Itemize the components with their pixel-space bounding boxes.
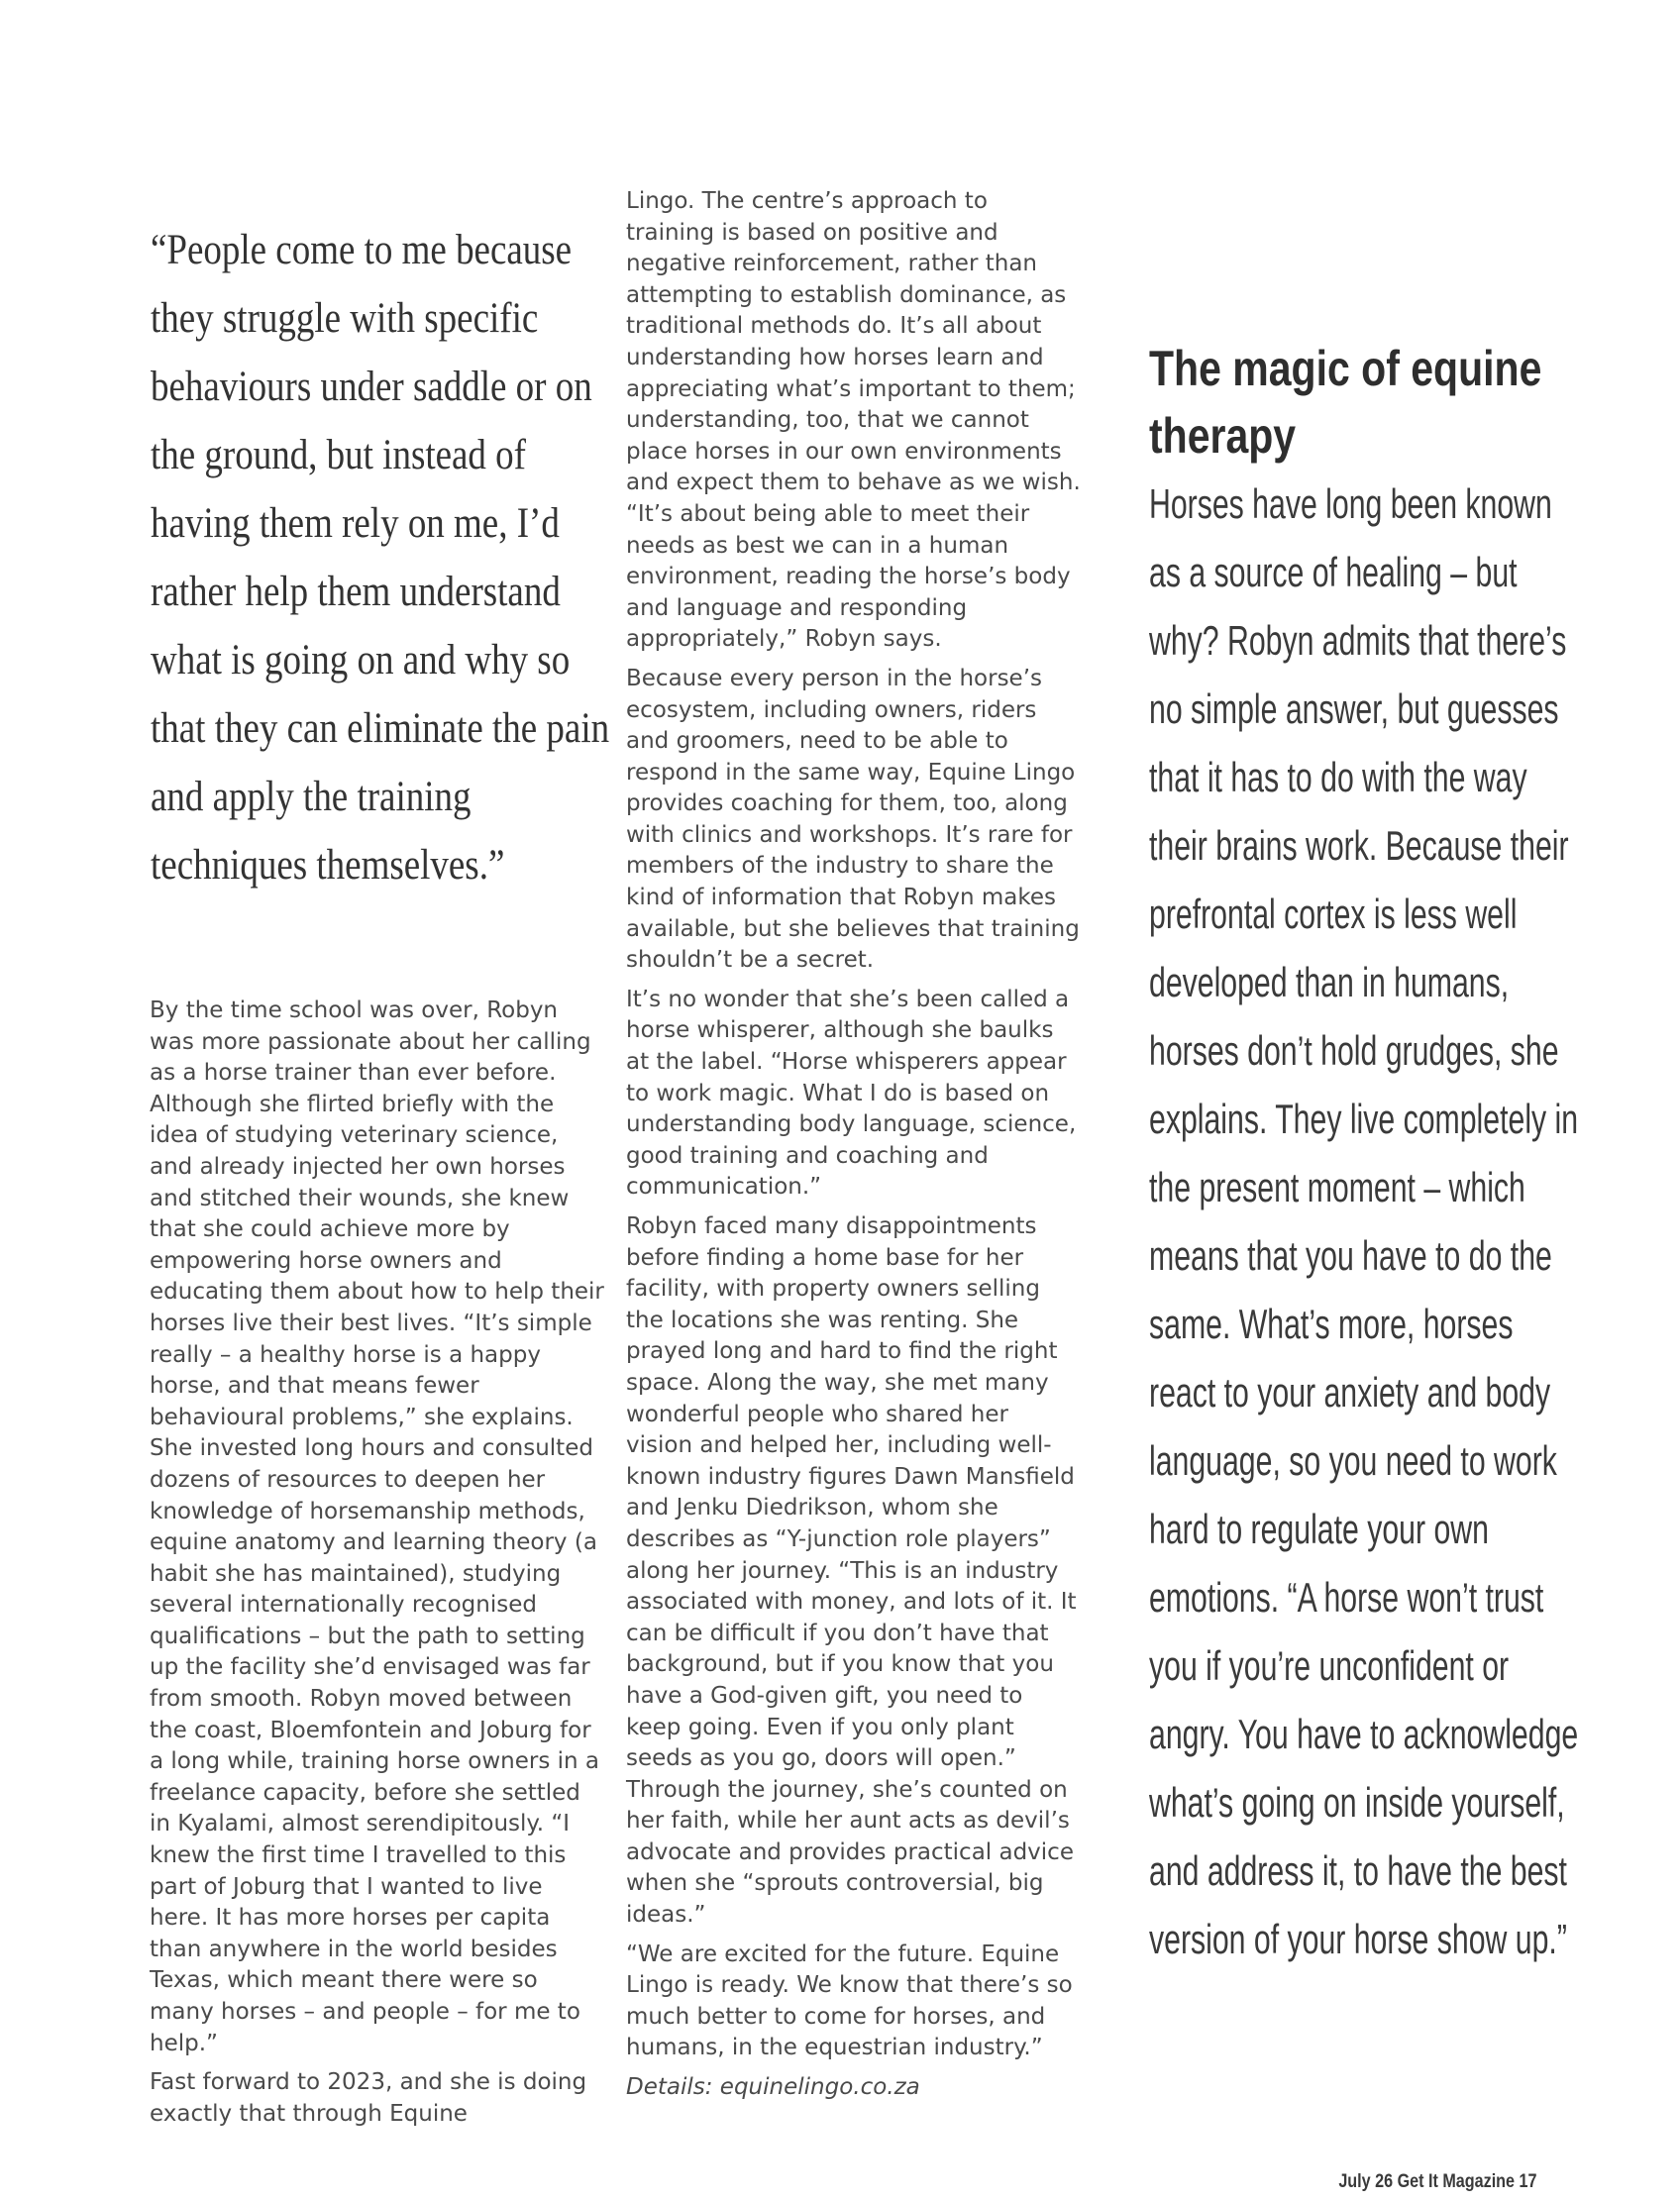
article-column-2 <box>626 186 1082 2112</box>
sidebar-box <box>1149 335 1585 1973</box>
body-paragraph: Because every person in the horse’s ecosystem, including owners, riders and groomers, need to be able to respond in the same way, Equine Lingo provides coaching for them, too, along with clinics and workshops. It’s rare for members of the industry to share the kind of information that Robyn makes available, but she believes that training shouldn’t be a secret. <box>626 665 1080 974</box>
sidebar-text: Horses have long been known as a source of healing – but why? Robyn admits that there’s no simple answer, but guesses that it has to do with the way their brains work. Because their prefrontal cortex is less well developed than in humans, horses don’t hold grudges, she explains. They live completely in the present moment – which means that you have to do the same. What’s more, horses react to your anxiety and body language, so you need to work hard to regulate your own emotions. “A horse won’t trust you if you’re unconfident or angry. You have to acknowledge what’s going on inside yourself, and address it, to have the best version of your horse show up.” <box>1149 480 1579 1962</box>
body-paragraph: Robyn faced many disappointments before finding a home base for her facility, with property owners selling the locations she was renting. She prayed long and hard to find the right space. Along the way, she met many wonderful people who shared her vision and helped her, including well-known industry figures Dawn Mansfield and Jenku Diedrikson, whom she describes as “Y-junction role players” along her journey. “This is an industry associated with money, and lots of it. It can be difficult if you don’t have that background, but if you know that you have a God-given gift, you need to keep going. Even if you only plant seeds as you go, doors will open.” Through the journey, she’s counted on her faith, while her aunt acts as devil’s advocate and provides practical advice when she “sprouts controversial, big ideas.” <box>626 1213 1077 1929</box>
details-line: Details: equinelingo.co.za <box>626 2074 920 2101</box>
body-paragraph: Fast forward to 2023, and she is doing exactly that through Equine <box>150 2069 587 2127</box>
pull-quote: “People come to me because they struggle with specific behaviours under saddle or on the ground, but instead of having them rely on me, I’d rather help them understand what is going on and why so that they can eliminate the pain and apply the training techniques themselves.” <box>151 227 610 889</box>
sidebar-heading: The magic of equine therapy <box>1149 341 1542 464</box>
body-paragraph: By the time school was over, Robyn was more passionate about her calling as a horse trainer than ever before. Although she flirted briefly with the idea of studying veterinary science, and already injected her own horses and stitched their wounds, she knew that she could achieve more by empowering horse owners and educating them about how to help their horses live their best lives. “It’s simple really – a healthy horse is a happy horse, and that means fewer behavioural problems,” she explains. She invested long hours and consulted dozens of resources to deepen her knowledge of horsemanship methods, equine anatomy and learning theory (a habit she has maintained), studying several internationally recognised qualifications – but the path to setting up the facility she’d envisaged was far from smooth. Robyn moved between the coast, Bloemfontein and Joburg for a long while, training horse owners in a freelance capacity, before she settled in Kyalami, almost serendipitously. “I knew the first time I travelled to this part of Joburg that I wanted to live here. It has more horses per capita than anywhere in the world besides Texas, which meant there were so many horses – and people – for me to help.” <box>150 997 604 2056</box>
body-paragraph: Lingo. The centre’s approach to training is based on positive and negative reinforcement, rather than attempting to establish dominance, as traditional methods do. It’s all about understanding how horses learn and appreciating what’s important to them; understanding, too, that we cannot place horses in our own environments and expect them to behave as we wish. “It’s about being able to meet their needs as best we can in a human environment, reading the horse’s body and language and responding appropriately,” Robyn says. <box>626 188 1081 653</box>
body-paragraph: “We are excited for the future. Equine Lingo is ready. We know that there’s so much better to come for horses, and humans, in the equestrian industry.” <box>626 1941 1073 2061</box>
body-paragraph: It’s no wonder that she’s been called a horse whisperer, although she baulks at the label. “Horse whisperers appear to work magic. What I do is based on understanding body language, science, good training and coaching and communication.” <box>626 986 1077 1201</box>
page-footer: July 26 Get It Magazine 17 <box>1337 2171 1536 2192</box>
article-column-1 <box>150 996 605 2138</box>
